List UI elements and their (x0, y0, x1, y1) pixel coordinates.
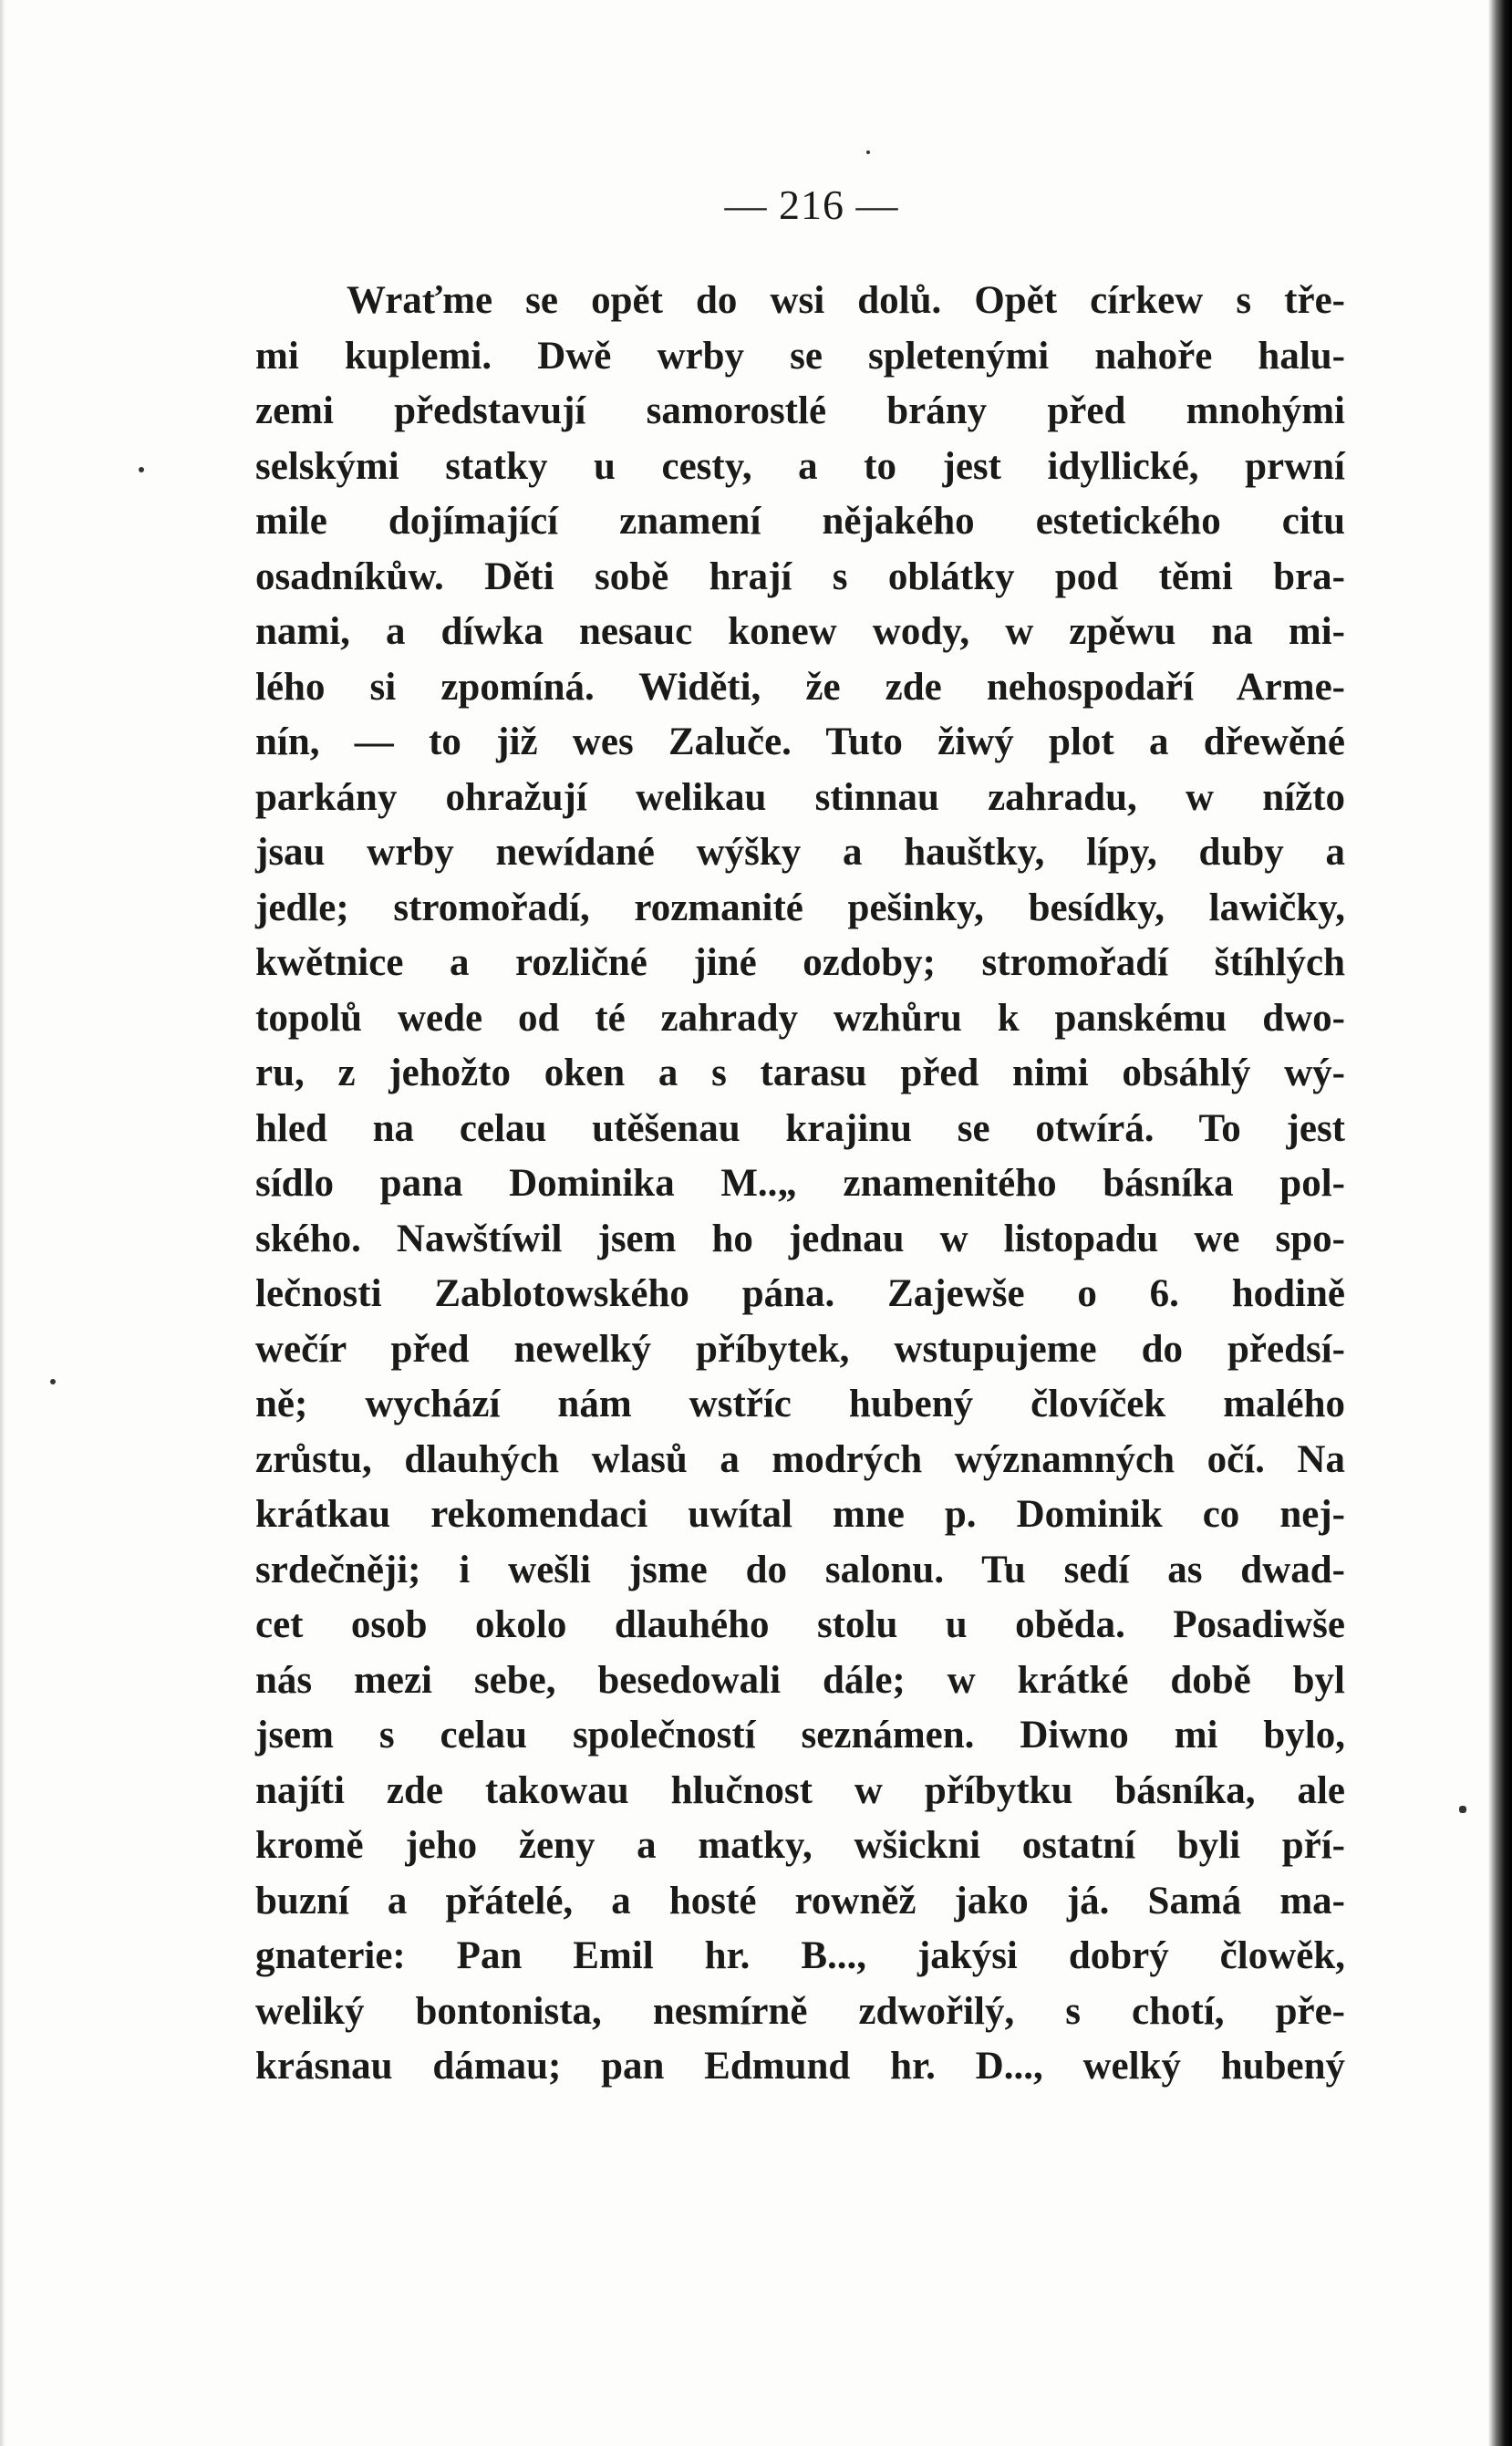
text-line: Wraťme se opět do wsi dolů. Opět církew s tře- (347, 279, 1345, 322)
text-line: nás mezi sebe, besedowali dále; w krátké době byl (255, 1658, 1345, 1702)
page-number: — 216 — (724, 181, 899, 228)
text-line: krásnau dámau; pan Edmund hr. D..., welký hubený (255, 2045, 1345, 2088)
page-binding-edge (1488, 0, 1512, 2446)
text-line: nami, a díwka nesauc konew wody, w zpěwu na mi- (255, 610, 1345, 653)
text-line: srdečněji; i wešli jsme do salonu. Tu sedí as dwad- (255, 1548, 1345, 1591)
text-line: najíti zde takowau hlučnost w příbytku básníka, ale (255, 1768, 1345, 1812)
scan-speck (1459, 1806, 1466, 1813)
text-line: kromě jeho ženy a matky, wšickni ostatní byli pří- (255, 1824, 1345, 1867)
text-line: krátkau rekomendaci uwítal mne p. Dominik co nej- (255, 1493, 1345, 1536)
text-line: lečnosti Zablotowského pána. Zajewše o 6. hodině (255, 1272, 1345, 1315)
text-line: kwětnice a rozličné jiné ozdoby; stromořadí štíhlých (255, 941, 1345, 984)
body-text (255, 274, 1345, 2095)
scan-speck (866, 150, 870, 154)
text-line: mi kuplemi. Dwě wrby se spletenými nahoře halu- (255, 334, 1345, 378)
page-left-edge (0, 0, 5, 2446)
text-line: lého si zpomíná. Widěti, že zde nehospodaří Arme- (255, 665, 1345, 709)
text-line: buzní a přátelé, a hosté rowněž jako já. Samá ma- (255, 1879, 1345, 1923)
text-line: osadníkůw. Děti sobě hrají s oblátky pod těmi bra- (255, 554, 1345, 598)
text-line: nín, — to již wes Zaluče. Tuto žiwý plot a dřewěné (255, 720, 1345, 763)
text-line: zrůstu, dlauhých wlasů a modrých wýznamných očí. Na (255, 1437, 1345, 1481)
text-line: ně; wychází nám wstříc hubený človíček malého (255, 1383, 1345, 1425)
text-line: hled na celau utěšenau krajinu se otwírá. To jest (255, 1106, 1345, 1150)
text-line: sídlo pana Dominika M..„ znamenitého básníka pol- (255, 1162, 1345, 1205)
text-line: jsem s celau společností seznámen. Diwno mi bylo, (255, 1714, 1345, 1757)
scan-speck (50, 1379, 56, 1384)
text-line: weliký bontonista, nesmírně zdwořilý, s chotí, pře- (255, 1989, 1345, 2033)
text-line: ského. Nawštíwil jsem ho jednau w listopadu we spo- (255, 1217, 1345, 1260)
text-line: topolů wede od té zahrady wzhůru k panskému dwo- (255, 996, 1345, 1040)
text-line: ru, z jehožto oken a s tarasu před nimi obsáhlý wý- (255, 1052, 1345, 1094)
text-line: zemi představují samorostlé brány před mnohými (255, 389, 1345, 432)
text-line: jedle; stromořadí, rozmanité pešinky, besídky, lawičky, (255, 886, 1345, 929)
text-line: wečír před newelký příbytek, wstupujeme do předsí- (255, 1327, 1345, 1371)
text-line: selskými statky u cesty, a to jest idyllické, prwní (255, 444, 1345, 488)
text-line: parkány ohražují welikau stinnau zahradu, w nížto (255, 775, 1345, 819)
text-line: mile dojímající znamení nějakého estetického citu (255, 500, 1345, 543)
scan-speck (139, 467, 144, 472)
text-line: cet osob okolo dlauhého stolu u oběda. Posadiwše (255, 1603, 1345, 1646)
text-line: gnaterie: Pan Emil hr. B..., jakýsi dobrý člowěk, (255, 1934, 1345, 1977)
text-line: jsau wrby newídané wýšky a hauštky, lípy, duby a (255, 831, 1345, 874)
